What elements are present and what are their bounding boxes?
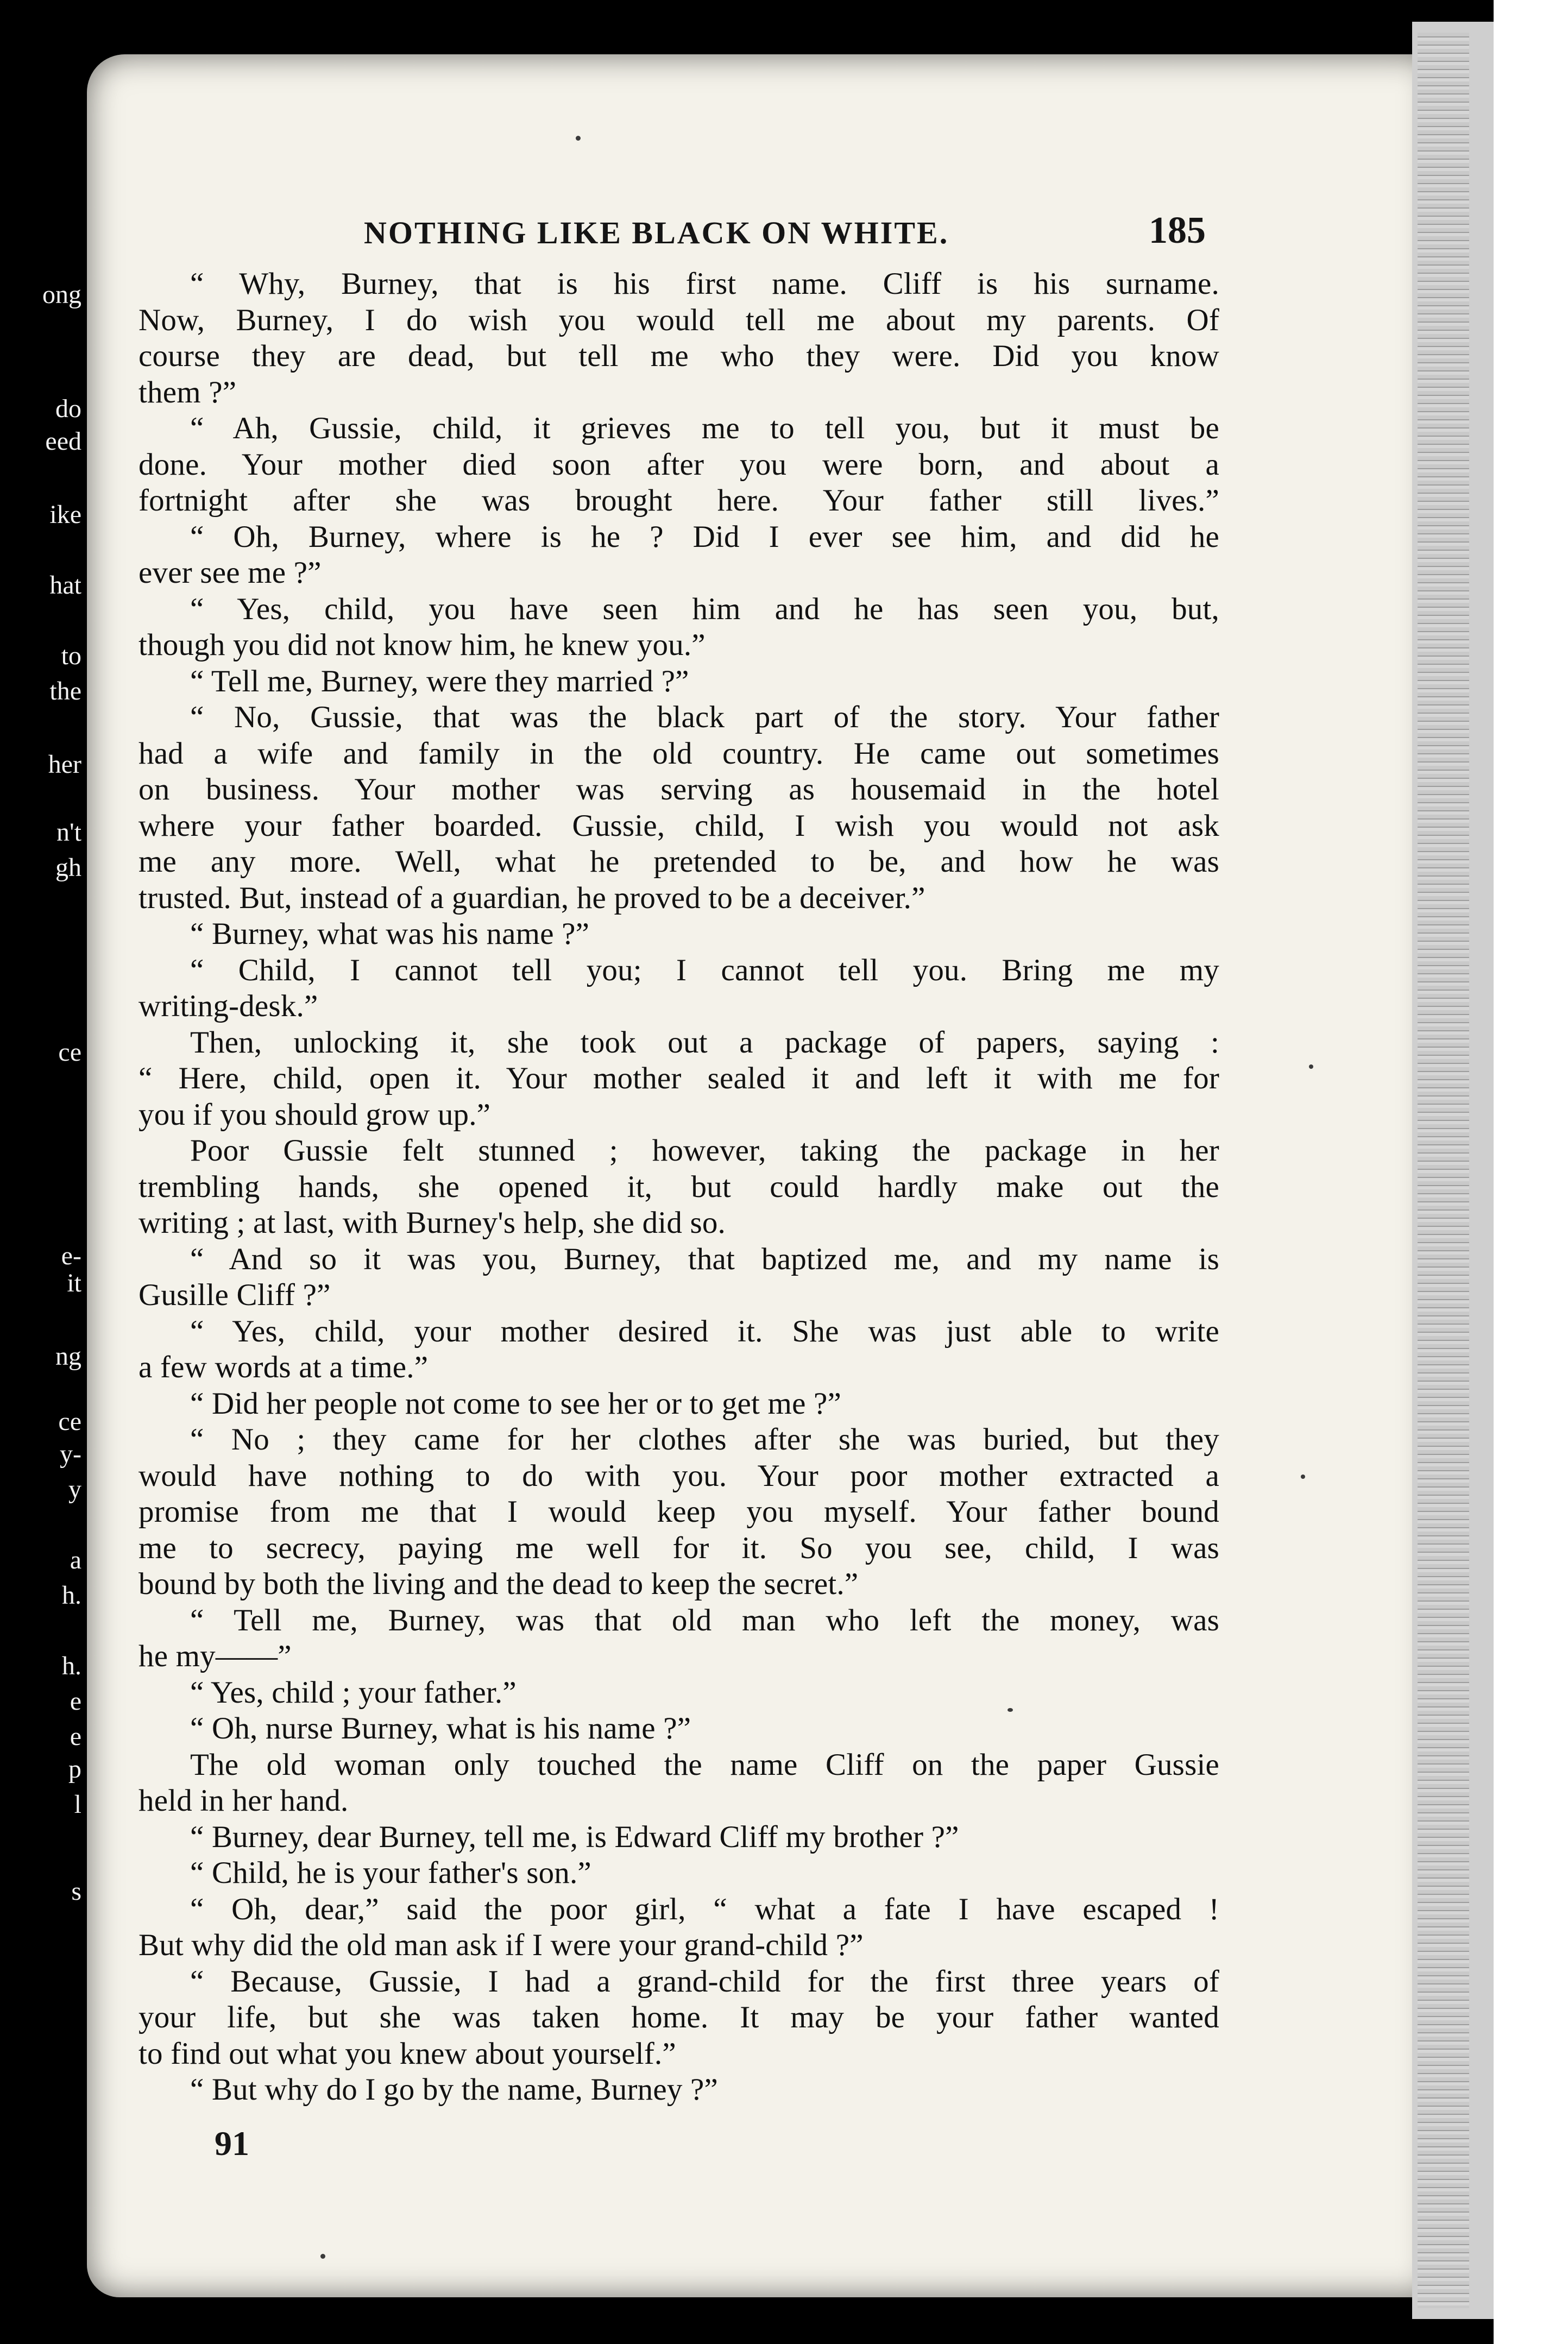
text-line: “ Yes, child ; your father.” [190,1675,517,1710]
text-line: “ Child, he is your father's son.” [190,1856,591,1890]
text-line: where your father boarded. Gussie, child, I wish you would not ask [138,808,1219,843]
facing-page-fragment: ong [42,280,81,309]
text-line: Then, unlocking it, she took out a package of papers, saying : [190,1025,1219,1060]
facing-page-fragment: ce [58,1407,81,1436]
text-line: The old woman only touched the name Cliff on the paper Gussie [190,1747,1219,1782]
text-line: your life, but she was taken home. It may be your father wanted [138,2000,1219,2034]
facing-page-fragment: s [71,1877,81,1906]
text-line: “ And so it was you, Burney, that baptized me, and my name is [190,1242,1219,1276]
text-line: “ Yes, child, your mother desired it. She was just able to write [190,1314,1219,1349]
text-line: he my——” [138,1639,292,1673]
text-line: trembling hands, she opened it, but could hardly make out the [138,1169,1219,1204]
text-line: me any more. Well, what he pretended to be, and how he was [138,845,1219,879]
facing-page-fragment: ce [58,1038,81,1067]
text-line: Gusille Cliff ?” [138,1278,331,1312]
facing-page-fragment: h. [62,1581,81,1610]
facing-page-fragment: gh [55,853,81,882]
text-line: Poor Gussie felt stunned ; however, taking the package in her [190,1133,1219,1168]
text-line: held in her hand. [138,1784,349,1818]
text-line: ever see me ?” [138,556,322,590]
facing-page-fragment: a [70,1546,81,1574]
text-line: “ Child, I cannot tell you; I cannot tell you. Bring me my [190,953,1219,987]
text-line: “ Did her people not come to see her or to get me ?” [190,1386,842,1421]
text-line: But why did the old man ask if I were your grand-child ?” [138,1928,864,1962]
text-line: Now, Burney, I do wish you would tell me about my parents. Of [138,303,1219,337]
text-line: “ Because, Gussie, I had a grand-child for the first three years of [190,1964,1219,1999]
facing-page-fragment: h. [62,1652,81,1680]
facing-page-fragment: do [55,394,81,423]
scan-speck [1301,1475,1305,1479]
facing-page-fragment: e [70,1722,81,1751]
facing-page-fragment: it [67,1269,81,1297]
text-line: on business. Your mother was serving as housemaid in the hotel [138,772,1219,806]
text-line: them ?” [138,375,237,409]
facing-page-fragment: p [68,1755,81,1784]
text-line: writing-desk.” [138,989,318,1023]
text-line: “ Why, Burney, that is his first name. Cliff is his surname. [190,267,1219,301]
text-line: you if you should grow up.” [138,1097,491,1132]
text-line: “ Oh, nurse Burney, what is his name ?” [190,1711,691,1746]
text-line: “ Burney, what was his name ?” [190,917,590,951]
scan-speck [1309,1064,1313,1069]
page-header [138,209,1225,258]
text-line: “ Ah, Gussie, child, it grieves me to tell you, but it must be [190,411,1219,445]
signature-mark: 91 [215,2124,249,2163]
facing-page-fragment: hat [49,571,81,600]
scan-margin [1494,0,1568,2344]
facing-page-fragment: the [49,677,81,705]
text-line: “ No, Gussie, that was the black part of the story. Your father [190,700,1219,734]
text-line: fortnight after she was brought here. Your father still lives.” [138,483,1219,518]
facing-page-fragment: ng [55,1342,81,1371]
text-line: “ But why do I go by the name, Burney ?” [190,2072,719,2107]
facing-page-fragment: l [74,1790,81,1819]
facing-page-fragment: e- [61,1242,81,1270]
text-line: would have nothing to do with you. Your poor mother extracted a [138,1458,1219,1493]
running-head: NOTHING LIKE BLACK ON WHITE. [364,215,949,250]
text-line: “ Here, child, open it. Your mother sealed it and left it with me for [138,1061,1219,1095]
text-line: course they are dead, but tell me who they were. Did you know [138,339,1219,373]
scan-speck [576,136,581,141]
text-line: “ Oh, dear,” said the poor girl, “ what a fate I have escaped ! [190,1892,1219,1926]
text-line: promise from me that I would keep you myself. Your father bound [138,1495,1219,1529]
facing-page-fragment: ike [49,500,81,529]
page-edge-stack [1418,33,1469,2308]
text-line: “ Burney, dear Burney, tell me, is Edward Cliff my brother ?” [190,1819,959,1854]
facing-page-fragment: her [48,750,81,779]
text-line: a few words at a time.” [138,1350,429,1384]
facing-page-edge [0,261,81,2162]
text-line: though you did not know him, he knew you.” [138,628,706,662]
facing-page-fragment: e [70,1687,81,1716]
body-text [138,266,1219,2108]
facing-page-fragment: y [68,1475,81,1504]
text-line: writing ; at last, with Burney's help, she did so. [138,1206,726,1240]
scan-speck [320,2254,325,2259]
text-line: to find out what you knew about yourself.” [138,2036,676,2071]
text-line: “ Tell me, Burney, was that old man who left the money, was [190,1603,1219,1637]
facing-page-fragment: to [61,641,81,670]
text-line: “ Yes, child, you have seen him and he has seen you, but, [190,591,1219,626]
text-line: done. Your mother died soon after you were born, and about a [138,447,1219,482]
text-line: bound by both the living and the dead to keep the secret.” [138,1567,859,1601]
text-line: me to secrecy, paying me well for it. So you see, child, I was [138,1530,1219,1565]
text-line: trusted. But, instead of a guardian, he proved to be a deceiver.” [138,880,925,915]
page-number: 185 [1149,210,1206,251]
text-line: “ Tell me, Burney, were they married ?” [190,664,689,698]
facing-page-fragment: n't [56,818,81,847]
facing-page-fragment: eed [45,427,81,456]
facing-page-fragment: y- [60,1440,81,1469]
text-line: “ Oh, Burney, where is he ? Did I ever see him, and did he [190,519,1219,554]
text-line: had a wife and family in the old country. He came out sometimes [138,736,1219,771]
text-line: “ No ; they came for her clothes after she was buried, but they [190,1422,1219,1457]
